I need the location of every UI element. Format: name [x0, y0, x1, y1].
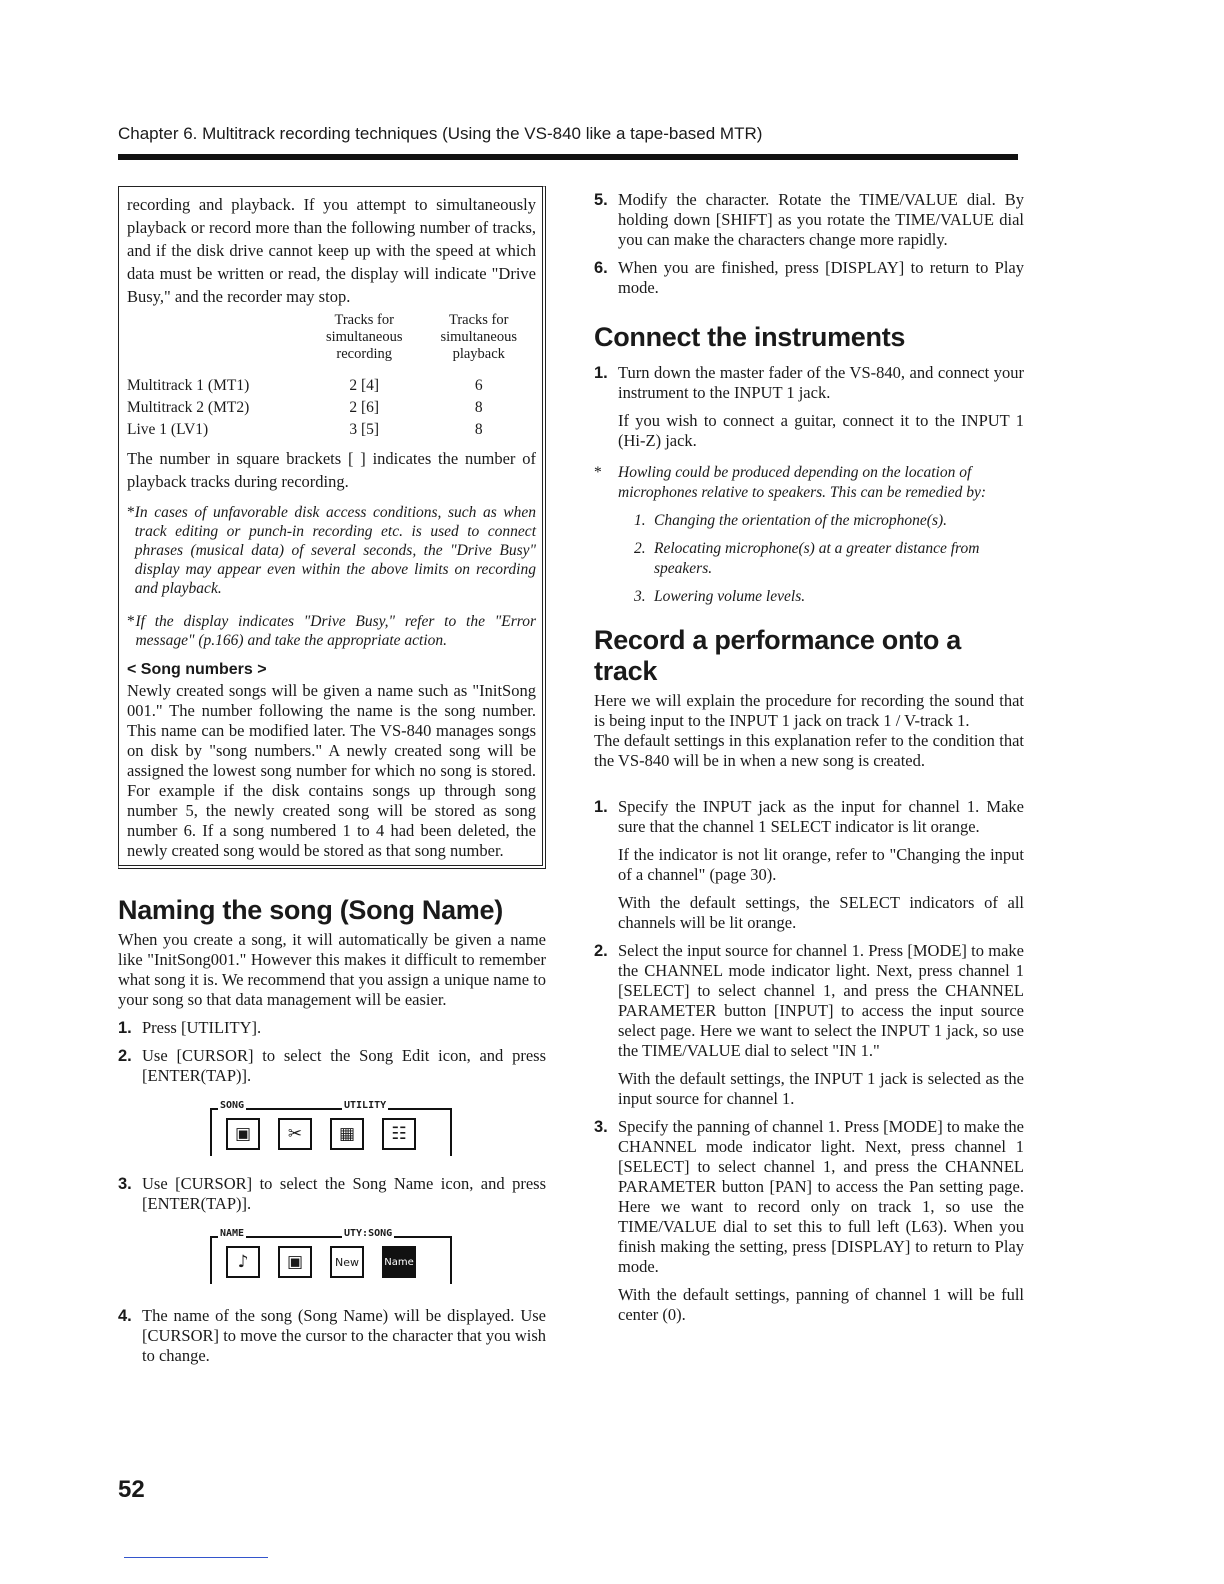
record-intro-1: Here we will explain the procedure for recording the sound that is being input to the INPUT 1 jack on track 1 / V-track 1. — [594, 691, 1024, 730]
table-row — [127, 375, 536, 397]
disk-icon[interactable]: ☷ — [382, 1118, 416, 1150]
connect-step-1: 1. Turn down the master fader of the VS-840, and connect your instrument to the INPUT 1 jack. — [594, 363, 1024, 402]
play-cell: 6 — [474, 377, 483, 394]
mode-cell: Multitrack 2 (MT2) — [127, 399, 250, 416]
song-play-icon[interactable]: ♪ — [226, 1246, 260, 1278]
lcd-title-utility: UTILITY — [344, 1100, 387, 1111]
col-header-rec: Tracks for simultaneous recording — [325, 312, 403, 362]
naming-step-6: 6. When you are finished, press [DISPLAY] to return to Play mode. — [594, 258, 1024, 297]
lcd-title-uty-song: UTY:SONG — [344, 1228, 393, 1239]
song-icon[interactable]: ▣ — [226, 1118, 260, 1150]
play-cell: 8 — [474, 421, 483, 438]
song-name-icon[interactable]: Name — [382, 1246, 416, 1278]
bottom-link-line — [124, 1557, 268, 1558]
lcd-song-utility — [210, 1100, 452, 1156]
chapter-header: Chapter 6. Multitrack recording techniques (Using the VS-840 like a tape-based MTR) — [118, 124, 763, 143]
record-step-3-default: With the default settings, panning of channel 1 will be full center (0). — [618, 1285, 1024, 1324]
list-item: 2. Relocating microphone(s) at a greater distance from speakers. — [634, 540, 980, 577]
play-cell: 8 — [474, 399, 483, 416]
star-note-1: * In cases of unfavorable disk access conditions, such as when track editing or punch-in recording etc. is used to connect phrases (musical data) of several seconds, the "Drive Busy" display may appear even within the above limits on recording and playback. — [127, 504, 536, 597]
connect-title: Connect the instruments — [594, 322, 906, 352]
tracks-table — [127, 312, 536, 441]
naming-step-3: 3. Use [CURSOR] to select the Song Name icon, and press [ENTER(TAP)]. — [118, 1174, 546, 1213]
note-box — [118, 186, 546, 869]
table-row — [127, 419, 536, 441]
naming-step-2: 2. Use [CURSOR] to select the Song Edit icon, and press [ENTER(TAP)]. — [118, 1046, 546, 1085]
naming-title: Naming the song (Song Name) — [118, 895, 503, 925]
bracket-note: The number in square brackets [ ] indicates the number of playback tracks during recording. — [127, 449, 536, 491]
record-intro-2: The default settings in this explanation refer to the condition that the VS-840 will be in when a new song is created. — [594, 731, 1024, 770]
mode-cell: Live 1 (LV1) — [127, 421, 209, 438]
lcd-name-uty-song — [210, 1228, 452, 1284]
remedy-list — [634, 511, 1024, 607]
list-item: 3. Lowering volume levels. — [634, 588, 806, 605]
note-intro: recording and playback. If you attempt to simultaneously playback or record more than the following number of tracks, and if the disk drive cannot keep up with the speed at which data must be written or read, the display will indicate "Drive Busy," and the recorder may stop. — [127, 195, 536, 306]
record-step-1-note: If the indicator is not lit orange, refer to "Changing the input of a channel" (page 30). — [618, 845, 1024, 884]
naming-step-1: 1. Press [UTILITY]. — [118, 1018, 262, 1037]
header-rule — [118, 154, 1018, 160]
naming-step-5: 5. Modify the character. Rotate the TIME/VALUE dial. By holding down [SHIFT] as you rotate the TIME/VALUE dial you can make the characters change more rapidly. — [594, 190, 1024, 249]
star-note-2: * If the display indicates "Drive Busy," refer to the "Error message" (p.166) and take the appropriate action. — [127, 613, 536, 649]
list-item: 1. Changing the orientation of the microphone(s). — [634, 512, 948, 529]
naming-step-4: 4. The name of the song (Song Name) will be displayed. Use [CURSOR] to move the cursor to the character that you wish to change. — [118, 1306, 546, 1365]
song-numbers-text: Newly created songs will be given a name such as "InitSong 001." The number following the name is the song number. This name can be modified later. The VS-840 manages songs on disk by "song numbers." A newly created song will be assigned the lowest song number for which no song is stored. For example if the disk contains songs up through song number 5, the newly created song will be stored as song number 6. If a song numbered 1 to 4 had been deleted, the newly created song would be stored as that song number. — [127, 681, 536, 860]
record-step-2: 2. Select the input source for channel 1. Press [MODE] to make the CHANNEL mode indicator light. Next, press channel 1 [SELECT] to select channel 1, and press the CHANNEL PARAMETER button [INPUT] to access the input source select page. Here we want to select the INPUT 1 jack, so use the TIME/VALUE dial to select "IN 1." — [594, 941, 1024, 1060]
tracks-icon[interactable]: ▦ — [330, 1118, 364, 1150]
song-new-icon[interactable]: New — [330, 1246, 364, 1278]
record-step-3: 3. Specify the panning of channel 1. Press [MODE] to make the CHANNEL mode indicator light. Next, press channel 1 [SELECT] to select channel 1, and press the CHANNEL PARAMETER button [PAN] to access the Pan setting page. Here we want to record only on track 1, so use the TIME/VALUE dial to set this to full left (L63). When you finish making the setting, press [DISPLAY] to return to Play mode. — [594, 1117, 1024, 1276]
connect-guitar-note: If you wish to connect a guitar, connect it to the INPUT 1 (Hi-Z) jack. — [618, 411, 1024, 450]
page-number: 52 — [118, 1476, 145, 1503]
howling-note: * Howling could be produced depending on the location of microphones relative to speakers. This can be remedied by: — [594, 464, 987, 501]
rec-cell: 2 [4] — [349, 377, 380, 394]
table-row — [127, 397, 536, 419]
record-step-1-default: With the default settings, the SELECT indicators of all channels will be lit orange. — [618, 893, 1024, 932]
mode-cell: Multitrack 1 (MT1) — [127, 377, 250, 394]
record-step-1: 1. Specify the INPUT jack as the input for channel 1. Make sure that the channel 1 SELECT indicator is lit orange. — [594, 797, 1024, 836]
col-header-play: Tracks for simultaneous playback — [440, 312, 517, 362]
left-column — [118, 186, 546, 1366]
rec-cell: 3 [5] — [349, 421, 380, 438]
lcd-title-name: NAME — [220, 1228, 245, 1239]
lcd-title-song: SONG — [220, 1100, 245, 1111]
rec-cell: 2 [6] — [349, 399, 380, 416]
song-copy-icon[interactable]: ▣ — [278, 1246, 312, 1278]
record-title: Record a performance onto a track — [594, 625, 961, 686]
song-edit-icon[interactable]: ✂ — [278, 1118, 312, 1150]
right-column — [594, 186, 1024, 1325]
record-step-2-default: With the default settings, the INPUT 1 jack is selected as the input source for channel 1. — [618, 1069, 1024, 1108]
naming-intro: When you create a song, it will automatically be given a name like "InitSong001." However this makes it difficult to remember what song it is. We recommend that you assign a unique name to your song so that data management will be easier. — [118, 930, 546, 1009]
song-numbers-title: < Song numbers > — [127, 661, 267, 678]
